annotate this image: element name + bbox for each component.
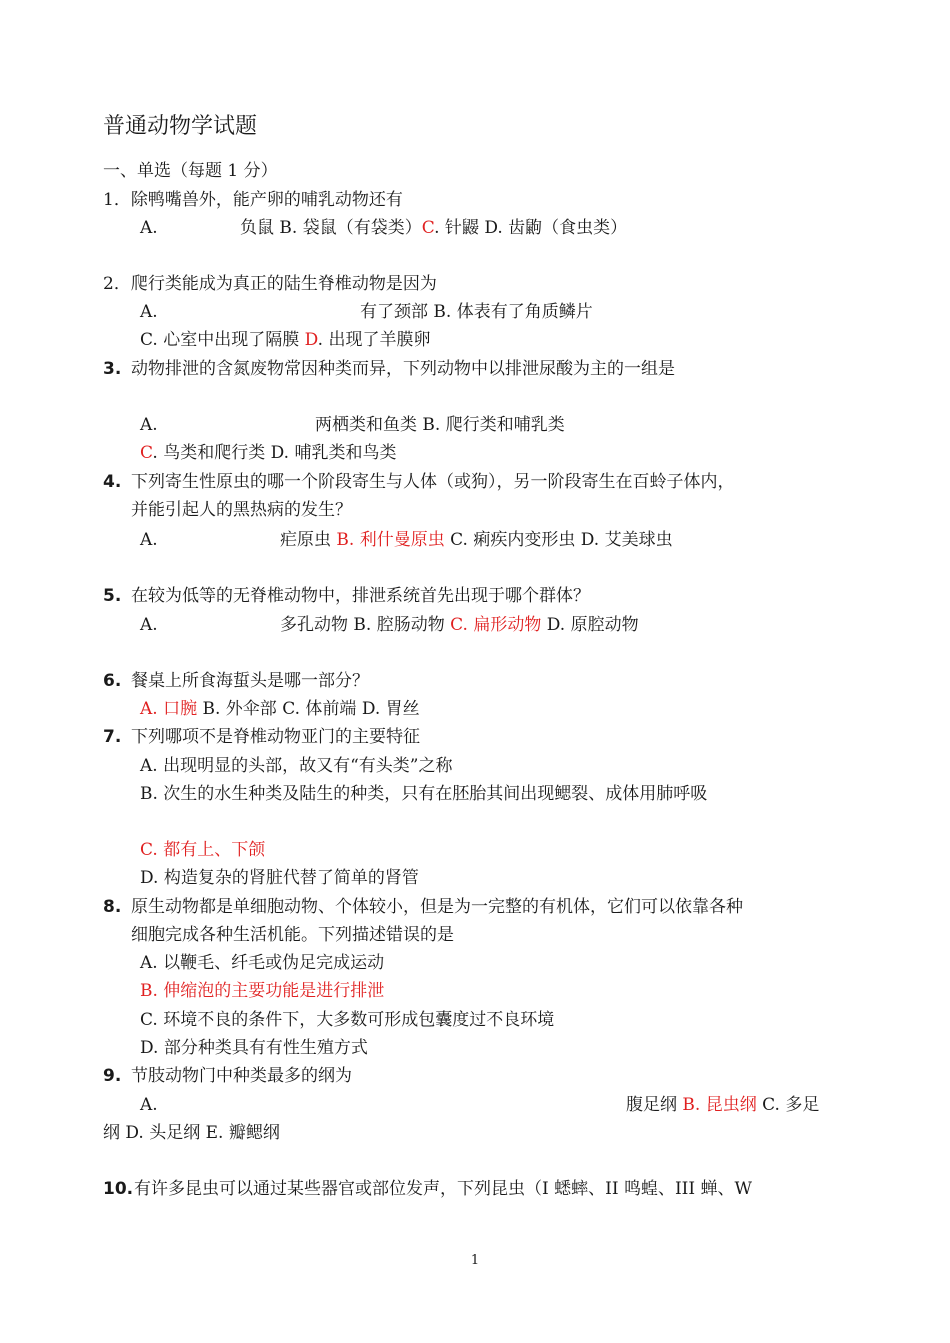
question-9-stem: 节肢动物门中种类最多的纲为 [131, 1066, 352, 1086]
question-6-stem: 餐桌上所食海蜇头是哪一部分？ [131, 671, 369, 691]
question-9-options-cont: 纲 D. 头足纲 E. 瓣鳃纲 [103, 1123, 280, 1143]
question-6-options: A. 口腕 B. 外伞部 C. 体前端 D. 胃丝 [140, 699, 420, 719]
question-9-option-a-letter: A. [140, 1095, 158, 1115]
question-4-options: 疟原虫 B. 利什曼原虫 C. 痢疾内变形虫 D. 艾美球虫 [280, 530, 673, 550]
question-9-number: 9. [103, 1066, 122, 1086]
question-7-option-d: D. 构造复杂的肾脏代替了简单的肾管 [140, 868, 419, 888]
question-4-number: 4. [103, 472, 122, 492]
question-5-stem: 在较为低等的无脊椎动物中，排泄系统首先出现于哪个群体？ [131, 586, 590, 606]
answer-marker: C. 扁形动物 [450, 615, 542, 635]
question-1-option-a-letter: A. [140, 218, 158, 238]
answer-marker: D [304, 330, 318, 350]
question-3-options-line2: C. 鸟类和爬行类 D. 哺乳类和鸟类 [140, 443, 397, 463]
question-3-number: 3. [103, 359, 122, 379]
question-2-option-a-letter: A. [140, 302, 158, 322]
question-5-options: 多孔动物 B. 腔肠动物 C. 扁形动物 D. 原腔动物 [280, 615, 639, 635]
question-7-option-a: A. 出现明显的头部，故又有“有头类”之称 [140, 756, 453, 776]
question-2-options-line1: 有了颈部 B. 体表有了角质鳞片 [360, 302, 593, 322]
answer-marker: A. 口腕 [140, 699, 198, 719]
question-7-number: 7. [103, 727, 122, 747]
question-1-options: 负鼠 B. 袋鼠（有袋类）C. 针鼹 D. 齿鼩（食虫类） [240, 218, 628, 238]
question-3-options-line1: 两栖类和鱼类 B. 爬行类和哺乳类 [315, 415, 565, 435]
question-7-option-c: C. 都有上、下颌 [140, 840, 266, 860]
question-2-options-line2: C. 心室中出现了隔膜 D. 出现了羊膜卵 [140, 330, 431, 350]
question-7-option-b: B. 次生的水生种类及陆生的种类，只有在胚胎其间出现鳃裂、成体用肺呼吸 [140, 784, 708, 804]
section-heading: 一、单选（每题 1 分） [103, 161, 278, 181]
question-8-option-d: D. 部分种类具有有性生殖方式 [140, 1038, 368, 1058]
question-8-option-b: B. 伸缩泡的主要功能是进行排泄 [140, 981, 385, 1001]
question-2-stem: 2．爬行类能成为真正的陆生脊椎动物是因为 [103, 274, 437, 294]
question-4-option-a-letter: A. [140, 530, 158, 550]
question-3-option-a-letter: A. [140, 415, 158, 435]
question-8-stem: 原生动物都是单细胞动物、个体较小，但是为一完整的有机体，它们可以依靠各种 [131, 897, 743, 917]
question-6-number: 6. [103, 671, 122, 691]
question-10-stem: 有许多昆虫可以通过某些器官或部位发声，下列昆虫（I 蟋蟀、II 鸣蝗、III 蝉、W [134, 1179, 752, 1199]
question-5-option-a-letter: A. [140, 615, 158, 635]
question-10-number: 10. [103, 1179, 134, 1199]
question-5-number: 5. [103, 586, 122, 606]
question-9-options: 腹足纲 B. 昆虫纲 C. 多足 [626, 1095, 820, 1115]
question-8-number: 8. [103, 897, 122, 917]
question-8-stem-cont: 细胞完成各种生活机能。下列描述错误的是 [131, 925, 454, 945]
question-4-stem: 下列寄生性原虫的哪一个阶段寄生与人体（或狗），另一阶段寄生在百蛉子体内， [131, 472, 735, 492]
question-8-option-a: A. 以鞭毛、纤毛或伪足完成运动 [140, 953, 385, 973]
question-7-stem: 下列哪项不是脊椎动物亚门的主要特征 [131, 727, 420, 747]
answer-marker: B. 利什曼原虫 [336, 530, 445, 550]
answer-marker: B. 昆虫纲 [682, 1095, 757, 1115]
question-8-option-c: C. 环境不良的条件下，大多数可形成包囊度过不良环境 [140, 1010, 555, 1030]
page-title: 普通动物学试题 [103, 114, 258, 139]
answer-marker: C [421, 218, 435, 238]
question-3-stem: 动物排泄的含氮废物常因种类而异，下列动物中以排泄尿酸为主的一组是 [131, 359, 675, 379]
question-4-stem-cont: 并能引起人的黑热病的发生？ [131, 500, 352, 520]
question-1-stem: 1．除鸭嘴兽外，能产卵的哺乳动物还有 [103, 190, 403, 210]
page-number: 1 [470, 1253, 480, 1268]
answer-marker: C [140, 443, 153, 463]
